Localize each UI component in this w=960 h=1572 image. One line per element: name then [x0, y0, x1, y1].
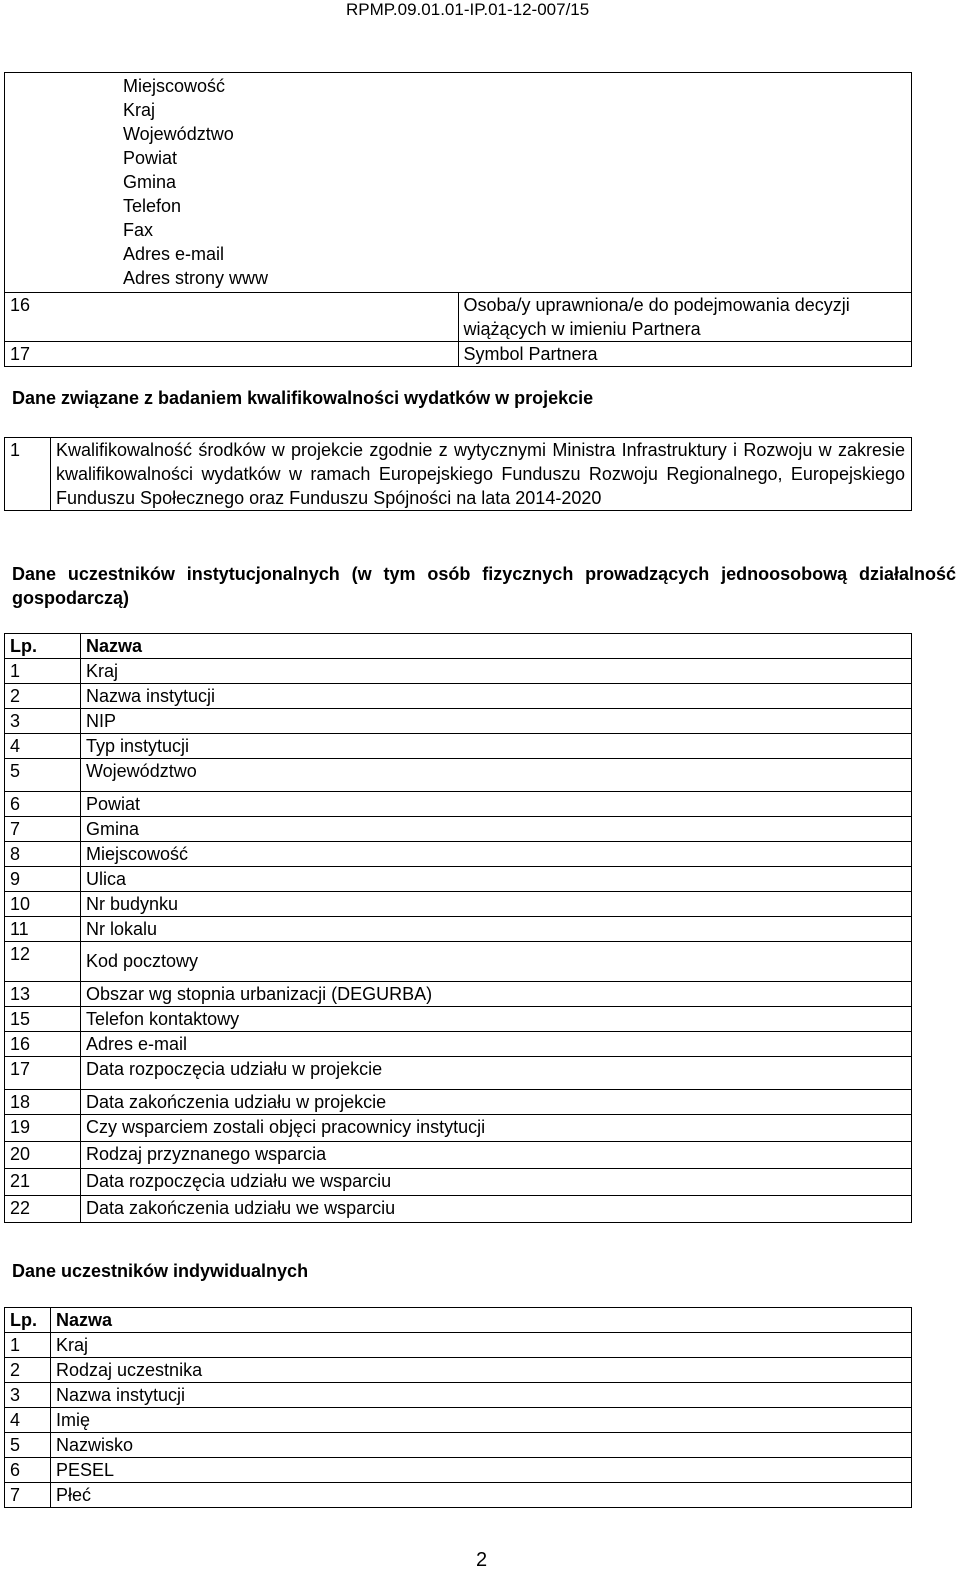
address-line: Gmina	[123, 172, 177, 192]
column-header-name: Nazwa	[51, 1308, 912, 1333]
row-number: 2	[5, 1358, 51, 1383]
row-label: Data rozpoczęcia udziału we wsparciu	[81, 1169, 912, 1196]
table-row	[5, 1433, 912, 1458]
table-header-row	[5, 634, 912, 659]
table-row	[5, 1142, 912, 1169]
row-number: 13	[5, 982, 81, 1007]
partner-data-table	[4, 72, 912, 367]
row-label: Kod pocztowy	[81, 942, 912, 982]
table-row	[5, 942, 912, 982]
row-number: 17	[5, 342, 459, 367]
row-label: Telefon kontaktowy	[81, 1007, 912, 1032]
row-number: 1	[5, 438, 51, 511]
table-row	[5, 1358, 912, 1383]
table-row	[5, 982, 912, 1007]
row-label: Nazwisko	[51, 1433, 912, 1458]
row-number: 1	[5, 659, 81, 684]
eligibility-table	[4, 437, 912, 511]
address-line: Adres e-mail	[123, 244, 225, 264]
table-row	[5, 1196, 912, 1223]
address-line: Powiat	[123, 148, 178, 168]
row-label: Data zakończenia udziału we wsparciu	[81, 1196, 912, 1223]
row-number: 6	[5, 792, 81, 817]
address-fields-cell	[5, 73, 912, 293]
row-number: 12	[5, 942, 81, 982]
address-line: Telefon	[123, 196, 182, 216]
row-number: 3	[5, 1383, 51, 1408]
row-label: Rodzaj przyznanego wsparcia	[81, 1142, 912, 1169]
row-number: 5	[5, 759, 81, 792]
table-row	[5, 792, 912, 817]
address-line: Województwo	[123, 124, 234, 144]
row-label: Nazwa instytucji	[51, 1383, 912, 1408]
row-number: 7	[5, 817, 81, 842]
table-row	[5, 1115, 912, 1142]
row-label: Obszar wg stopnia urbanizacji (DEGURBA)	[81, 982, 912, 1007]
table-row	[5, 438, 912, 511]
table-row	[5, 1169, 912, 1196]
page-number: 2	[476, 1549, 488, 1571]
section-heading-eligibility: Dane związane z badaniem kwalifikowalności wydatków w projekcie	[12, 388, 594, 408]
document-reference-number: RPMP.09.01.01-IP.01-12-007/15	[346, 0, 590, 19]
address-fields-row	[5, 73, 912, 293]
table-row	[5, 1333, 912, 1358]
table-row	[5, 1007, 912, 1032]
table-row	[5, 1408, 912, 1433]
column-header-lp: Lp.	[5, 1308, 51, 1333]
row-number: 20	[5, 1142, 81, 1169]
row-number: 15	[5, 1007, 81, 1032]
table-row	[5, 759, 912, 792]
row-label: Rodzaj uczestnika	[51, 1358, 912, 1383]
row-number: 2	[5, 684, 81, 709]
column-header-lp: Lp.	[5, 634, 81, 659]
table-header-row	[5, 1308, 912, 1333]
row-number: 9	[5, 867, 81, 892]
section-heading-institutional: Dane uczestników instytucjonalnych (w tym osób fizycznych prowadzących jednoosobową działalność gospodarczą)	[12, 564, 956, 608]
table-row	[5, 1458, 912, 1483]
table-row	[5, 1483, 912, 1508]
row-number: 4	[5, 1408, 51, 1433]
row-label: Czy wsparciem zostali objęci pracownicy instytucji	[81, 1115, 912, 1142]
table-row	[5, 892, 912, 917]
row-number: 17	[5, 1057, 81, 1090]
table-row	[5, 1090, 912, 1115]
row-number: 8	[5, 842, 81, 867]
institutional-participants-table	[4, 633, 912, 1223]
row-label: Nr lokalu	[81, 917, 912, 942]
row-label: Ulica	[81, 867, 912, 892]
row-label: Miejscowość	[81, 842, 912, 867]
table-row	[5, 1032, 912, 1057]
row-label: Data rozpoczęcia udziału w projekcie	[81, 1057, 912, 1090]
row-label: Nr budynku	[81, 892, 912, 917]
table-row	[5, 867, 912, 892]
row-number: 4	[5, 734, 81, 759]
address-line: Miejscowość	[123, 76, 226, 96]
row-label: Kraj	[81, 659, 912, 684]
individual-participants-table	[4, 1307, 912, 1508]
row-label: Data zakończenia udziału w projekcie	[81, 1090, 912, 1115]
row-label: Symbol Partnera	[458, 342, 912, 367]
column-header-name: Nazwa	[81, 634, 912, 659]
address-line: Adres strony www	[123, 268, 269, 288]
row-number: 7	[5, 1483, 51, 1508]
address-line: Kraj	[123, 100, 156, 120]
row-number: 10	[5, 892, 81, 917]
row-number: 16	[5, 293, 459, 342]
row-label: Nazwa instytucji	[81, 684, 912, 709]
row-label: Powiat	[81, 792, 912, 817]
table-row	[5, 659, 912, 684]
row-number: 5	[5, 1433, 51, 1458]
table-row	[5, 709, 912, 734]
row-label: PESEL	[51, 1458, 912, 1483]
table-row	[5, 293, 912, 342]
row-number: 3	[5, 709, 81, 734]
row-number: 21	[5, 1169, 81, 1196]
table-row	[5, 917, 912, 942]
table-row	[5, 817, 912, 842]
row-label: Typ instytucji	[81, 734, 912, 759]
table-row	[5, 342, 912, 367]
row-number: 6	[5, 1458, 51, 1483]
row-label: Gmina	[81, 817, 912, 842]
row-number: 1	[5, 1333, 51, 1358]
table-row	[5, 734, 912, 759]
table-row	[5, 842, 912, 867]
row-label: NIP	[81, 709, 912, 734]
row-label: Kwalifikowalność środków w projekcie zgodnie z wytycznymi Ministra Infrastruktury i Rozwoju w zakresie kwalifikowalności wydatków w ramach Europejskiego Funduszu Rozwoju Regionalnego, Europejskiego Funduszu Społecznego oraz Funduszu Spójności na lata 2014-2020	[51, 438, 912, 511]
row-label: Województwo	[81, 759, 912, 792]
row-number: 16	[5, 1032, 81, 1057]
row-label: Osoba/y uprawniona/e do podejmowania decyzji wiążących w imieniu Partnera	[458, 293, 912, 342]
table-row	[5, 1057, 912, 1090]
row-label: Płeć	[51, 1483, 912, 1508]
address-line: Fax	[123, 220, 154, 240]
row-label: Imię	[51, 1408, 912, 1433]
row-number: 19	[5, 1115, 81, 1142]
row-number: 22	[5, 1196, 81, 1223]
row-label: Kraj	[51, 1333, 912, 1358]
section-heading-individual: Dane uczestników indywidualnych	[12, 1261, 309, 1281]
row-number: 11	[5, 917, 81, 942]
table-row	[5, 684, 912, 709]
table-row	[5, 1383, 912, 1408]
row-label: Adres e-mail	[81, 1032, 912, 1057]
row-number: 18	[5, 1090, 81, 1115]
